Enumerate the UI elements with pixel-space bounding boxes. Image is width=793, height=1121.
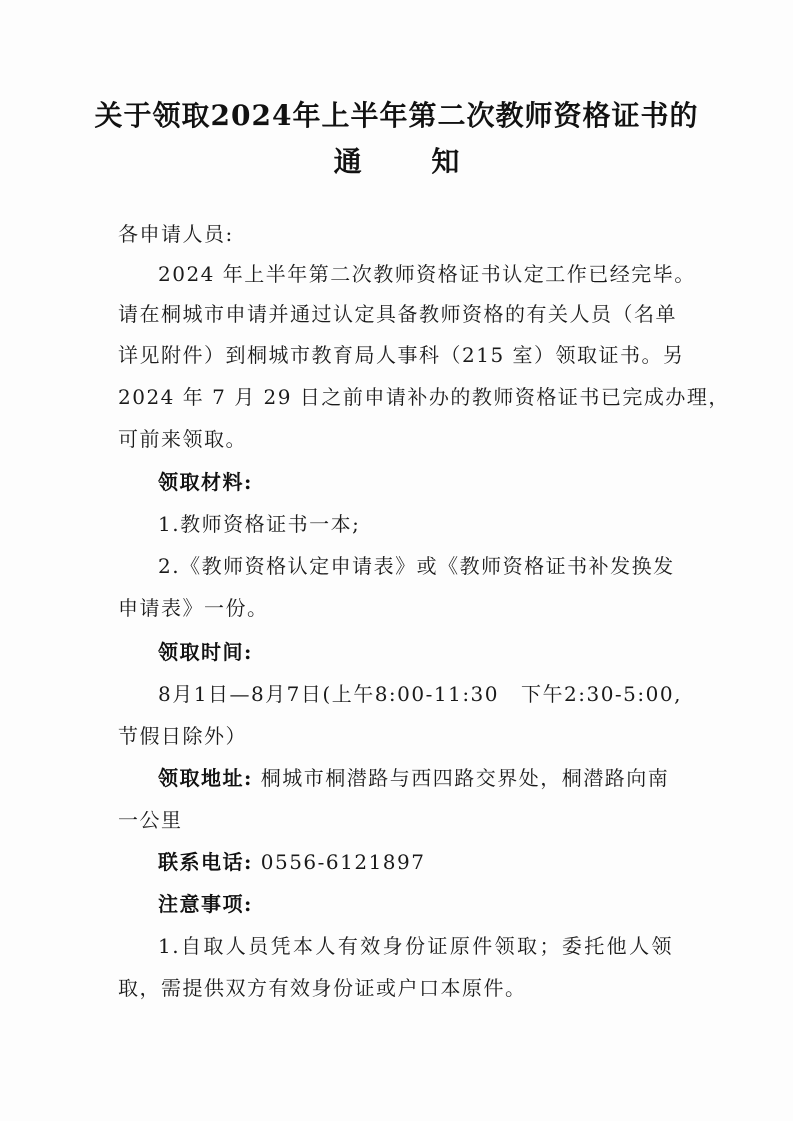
address-value: 桐城市桐潜路与西四路交界处，桐潜路向南 (260, 766, 670, 790)
materials-item-2-line-1: 2.《教师资格认定申请表》或《教师资格证书补发换发 (158, 554, 675, 578)
notice-title-line2: 通 知 (333, 145, 490, 178)
time-afternoon: 下午2:30-5:00, (521, 682, 682, 706)
materials-heading: 领取材料: (158, 470, 253, 494)
phone-value: 0556-6121897 (260, 850, 426, 874)
address-label: 领取地址: (158, 766, 253, 790)
intro-line-3: 详见附件）到桐城市教育局人事科（215 室）领取证书。另 (118, 343, 685, 367)
materials-item-1: 1.教师资格证书一本; (158, 512, 361, 536)
time-line-2: 节假日除外） (118, 724, 247, 748)
address-line-1 (158, 764, 669, 792)
materials-item-2-line-2: 申请表》一份。 (118, 596, 269, 620)
intro-line-4: 2024 年 7 月 29 日之前申请补办的教师资格证书已完成办理， (118, 385, 730, 409)
notes-item-1-line-1: 1.自取人员凭本人有效身份证原件领取；委托他人领 (158, 934, 673, 958)
intro-line-5: 可前来领取。 (118, 427, 247, 451)
phone-line (158, 848, 425, 876)
greeting: 各申请人员: (118, 222, 234, 246)
intro-line-1: 2024 年上半年第二次教师资格证书认定工作已经完毕。 (158, 262, 696, 286)
time-line-1 (158, 680, 682, 708)
address-line-2: 一公里 (118, 808, 183, 832)
time-heading: 领取时间: (158, 640, 253, 664)
notice-title-line1: 关于领取2024年上半年第二次教师资格证书的 (94, 99, 699, 132)
notes-item-1-line-2: 取，需提供双方有效身份证或户口本原件。 (118, 976, 527, 1000)
intro-line-2: 请在桐城市申请并通过认定具备教师资格的有关人员（名单 (118, 302, 677, 326)
time-morning: 8月1日—8月7日(上午8:00-11:30 (158, 682, 500, 706)
phone-label: 联系电话: (158, 850, 253, 874)
notes-heading: 注意事项: (158, 892, 253, 916)
